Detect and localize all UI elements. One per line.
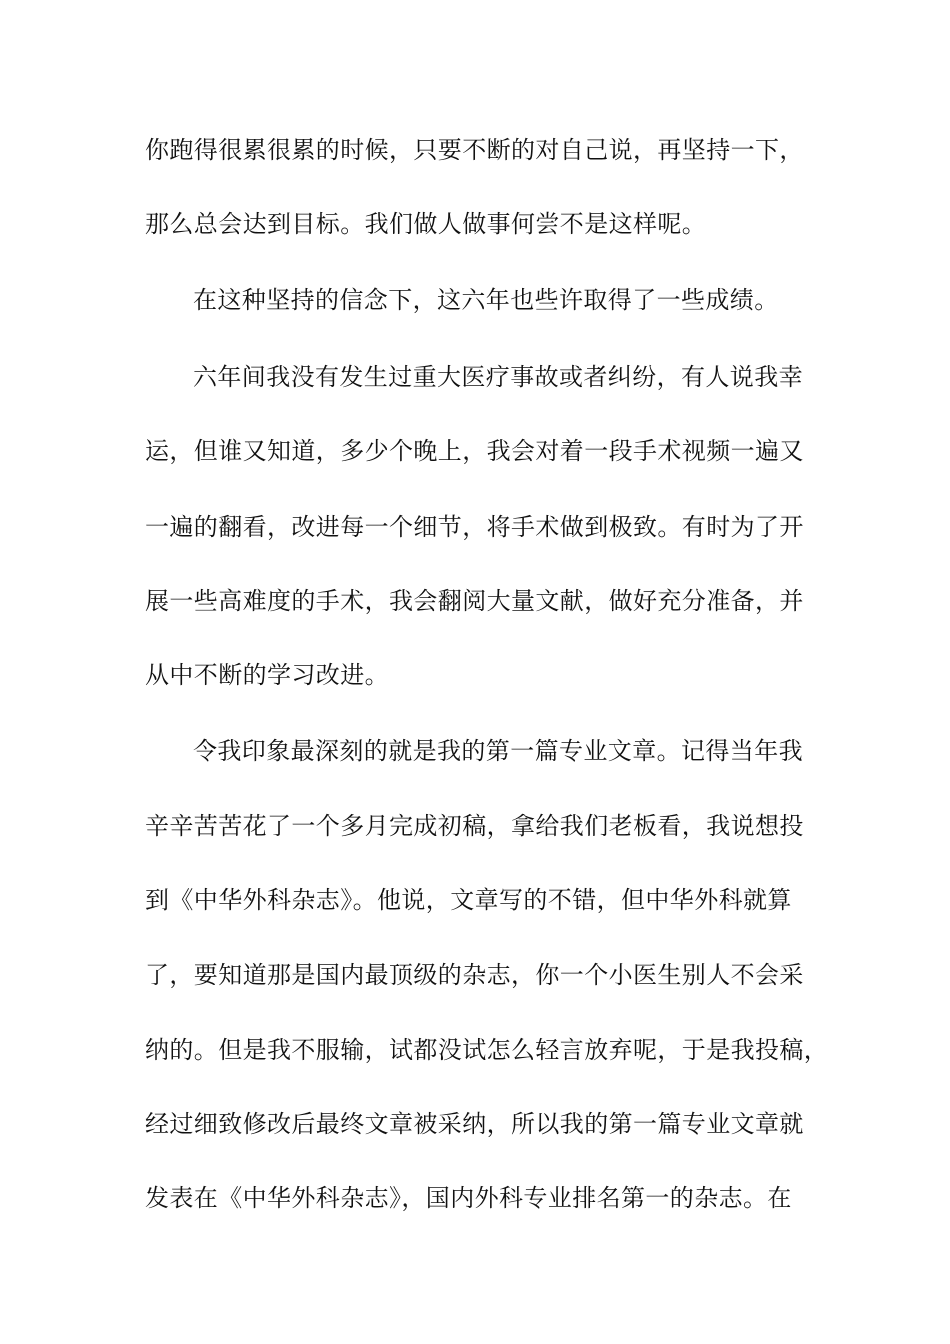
text-line: 到《中华外科杂志》。他说，文章写的不错，但中华外科就算 xyxy=(145,886,792,914)
text-line: 你跑得很累很累的时候，只要不断的对自己说，再坚持一下， xyxy=(145,136,804,164)
text-line: 运，但谁又知道，多少个晚上，我会对着一段手术视频一遍又 xyxy=(145,437,804,465)
paragraph-first-line: 六年间我没有发生过重大医疗事故或者纠纷，有人说我幸 xyxy=(193,363,803,391)
text-line: 了，要知道那是国内最顶级的杂志，你一个小医生别人不会采 xyxy=(145,961,804,989)
text-line: 发表在《中华外科杂志》，国内外科专业排名第一的杂志。在 xyxy=(145,1184,792,1212)
text-line: 辛辛苦苦花了一个多月完成初稿，拿给我们老板看，我说想投 xyxy=(145,812,804,840)
text-line: 展一些高难度的手术，我会翻阅大量文献，做好充分准备，并 xyxy=(145,587,804,615)
paragraph-first-line: 在这种坚持的信念下，这六年也些许取得了一些成绩。 xyxy=(193,286,779,314)
text-line: 从中不断的学习改进。 xyxy=(145,661,389,689)
text-line: 纳的。但是我不服输，试都没试怎么轻言放弃呢，于是我投稿， xyxy=(145,1036,829,1064)
text-line: 经过细致修改后最终文章被采纳，所以我的第一篇专业文章就 xyxy=(145,1110,804,1138)
paragraph-first-line: 令我印象最深刻的就是我的第一篇专业文章。记得当年我 xyxy=(193,737,803,765)
text-line: 那么总会达到目标。我们做人做事何尝不是这样呢。 xyxy=(145,210,707,238)
text-line: 一遍的翻看，改进每一个细节，将手术做到极致。有时为了开 xyxy=(145,513,804,541)
